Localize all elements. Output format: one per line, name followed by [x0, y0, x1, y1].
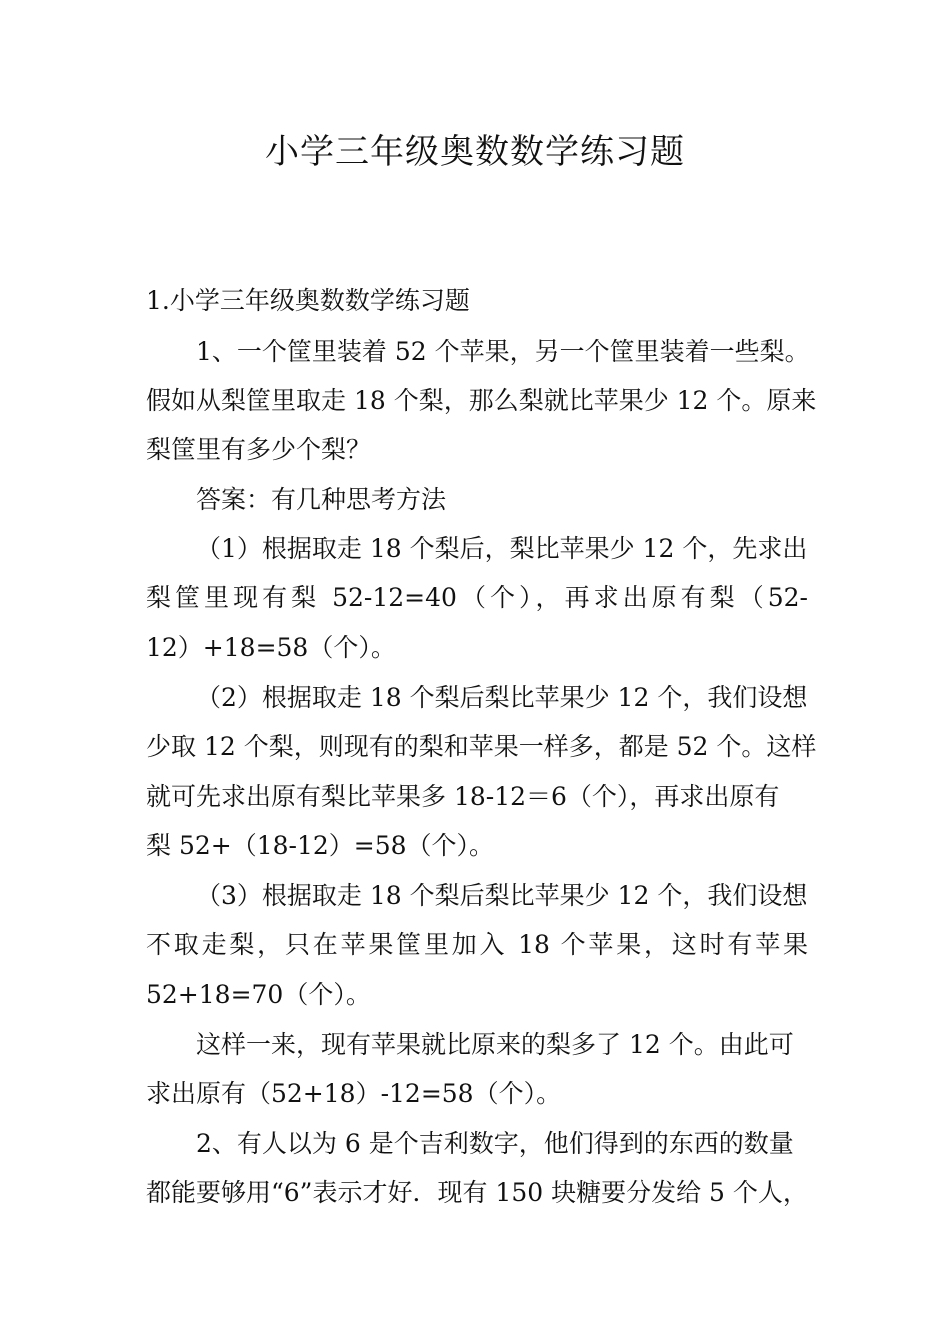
text-line: 少取 12 个梨，则现有的梨和苹果一样多，都是 52 个。这样: [146, 732, 817, 761]
text-line: 这样一来，现有苹果就比原来的梨多了 12 个。由此可: [196, 1030, 794, 1059]
text-line: 梨筐里有多少个梨？: [146, 435, 372, 464]
text-line: 2、有人以为 6 是个吉利数字，他们得到的东西的数量: [196, 1129, 794, 1158]
text-line: 不取走梨，只在苹果筐里加入 18 个苹果，这时有苹果: [146, 930, 808, 959]
answer-label: 答案：有几种思考方法: [196, 485, 447, 514]
document-title: 小学三年级奥数数学练习题: [265, 132, 685, 172]
text-line: （1）根据取走 18 个梨后，梨比苹果少 12 个，先求出: [196, 534, 808, 563]
text-line: 52+18=70（个）。: [146, 980, 371, 1009]
text-line: 1、一个筐里装着 52 个苹果，另一个筐里装着一些梨。: [196, 337, 810, 366]
text-line: 假如从梨筐里取走 18 个梨，那么梨就比苹果少 12 个。原来: [146, 386, 817, 415]
text-line: 都能要够用“6”表示才好．现有 150 块糖要分发给 5 个人，: [146, 1178, 808, 1207]
section-heading: 1.小学三年级奥数数学练习题: [146, 286, 470, 315]
text-line: 求出原有（52+18）-12=58（个）。: [146, 1079, 562, 1108]
text-line: （2）根据取走 18 个梨后梨比苹果少 12 个，我们设想: [196, 683, 808, 712]
text-line: （3）根据取走 18 个梨后梨比苹果少 12 个，我们设想: [196, 881, 808, 910]
text-line: 就可先求出原有梨比苹果多 18-12＝6（个），再求出原有: [146, 782, 780, 811]
text-line: 梨筐里现有梨 52-12=40（个），再求出原有梨（52-: [146, 583, 808, 612]
text-line: 12）+18=58（个）。: [146, 633, 396, 662]
text-line: 梨 52+（18-12）=58（个）。: [146, 831, 495, 860]
